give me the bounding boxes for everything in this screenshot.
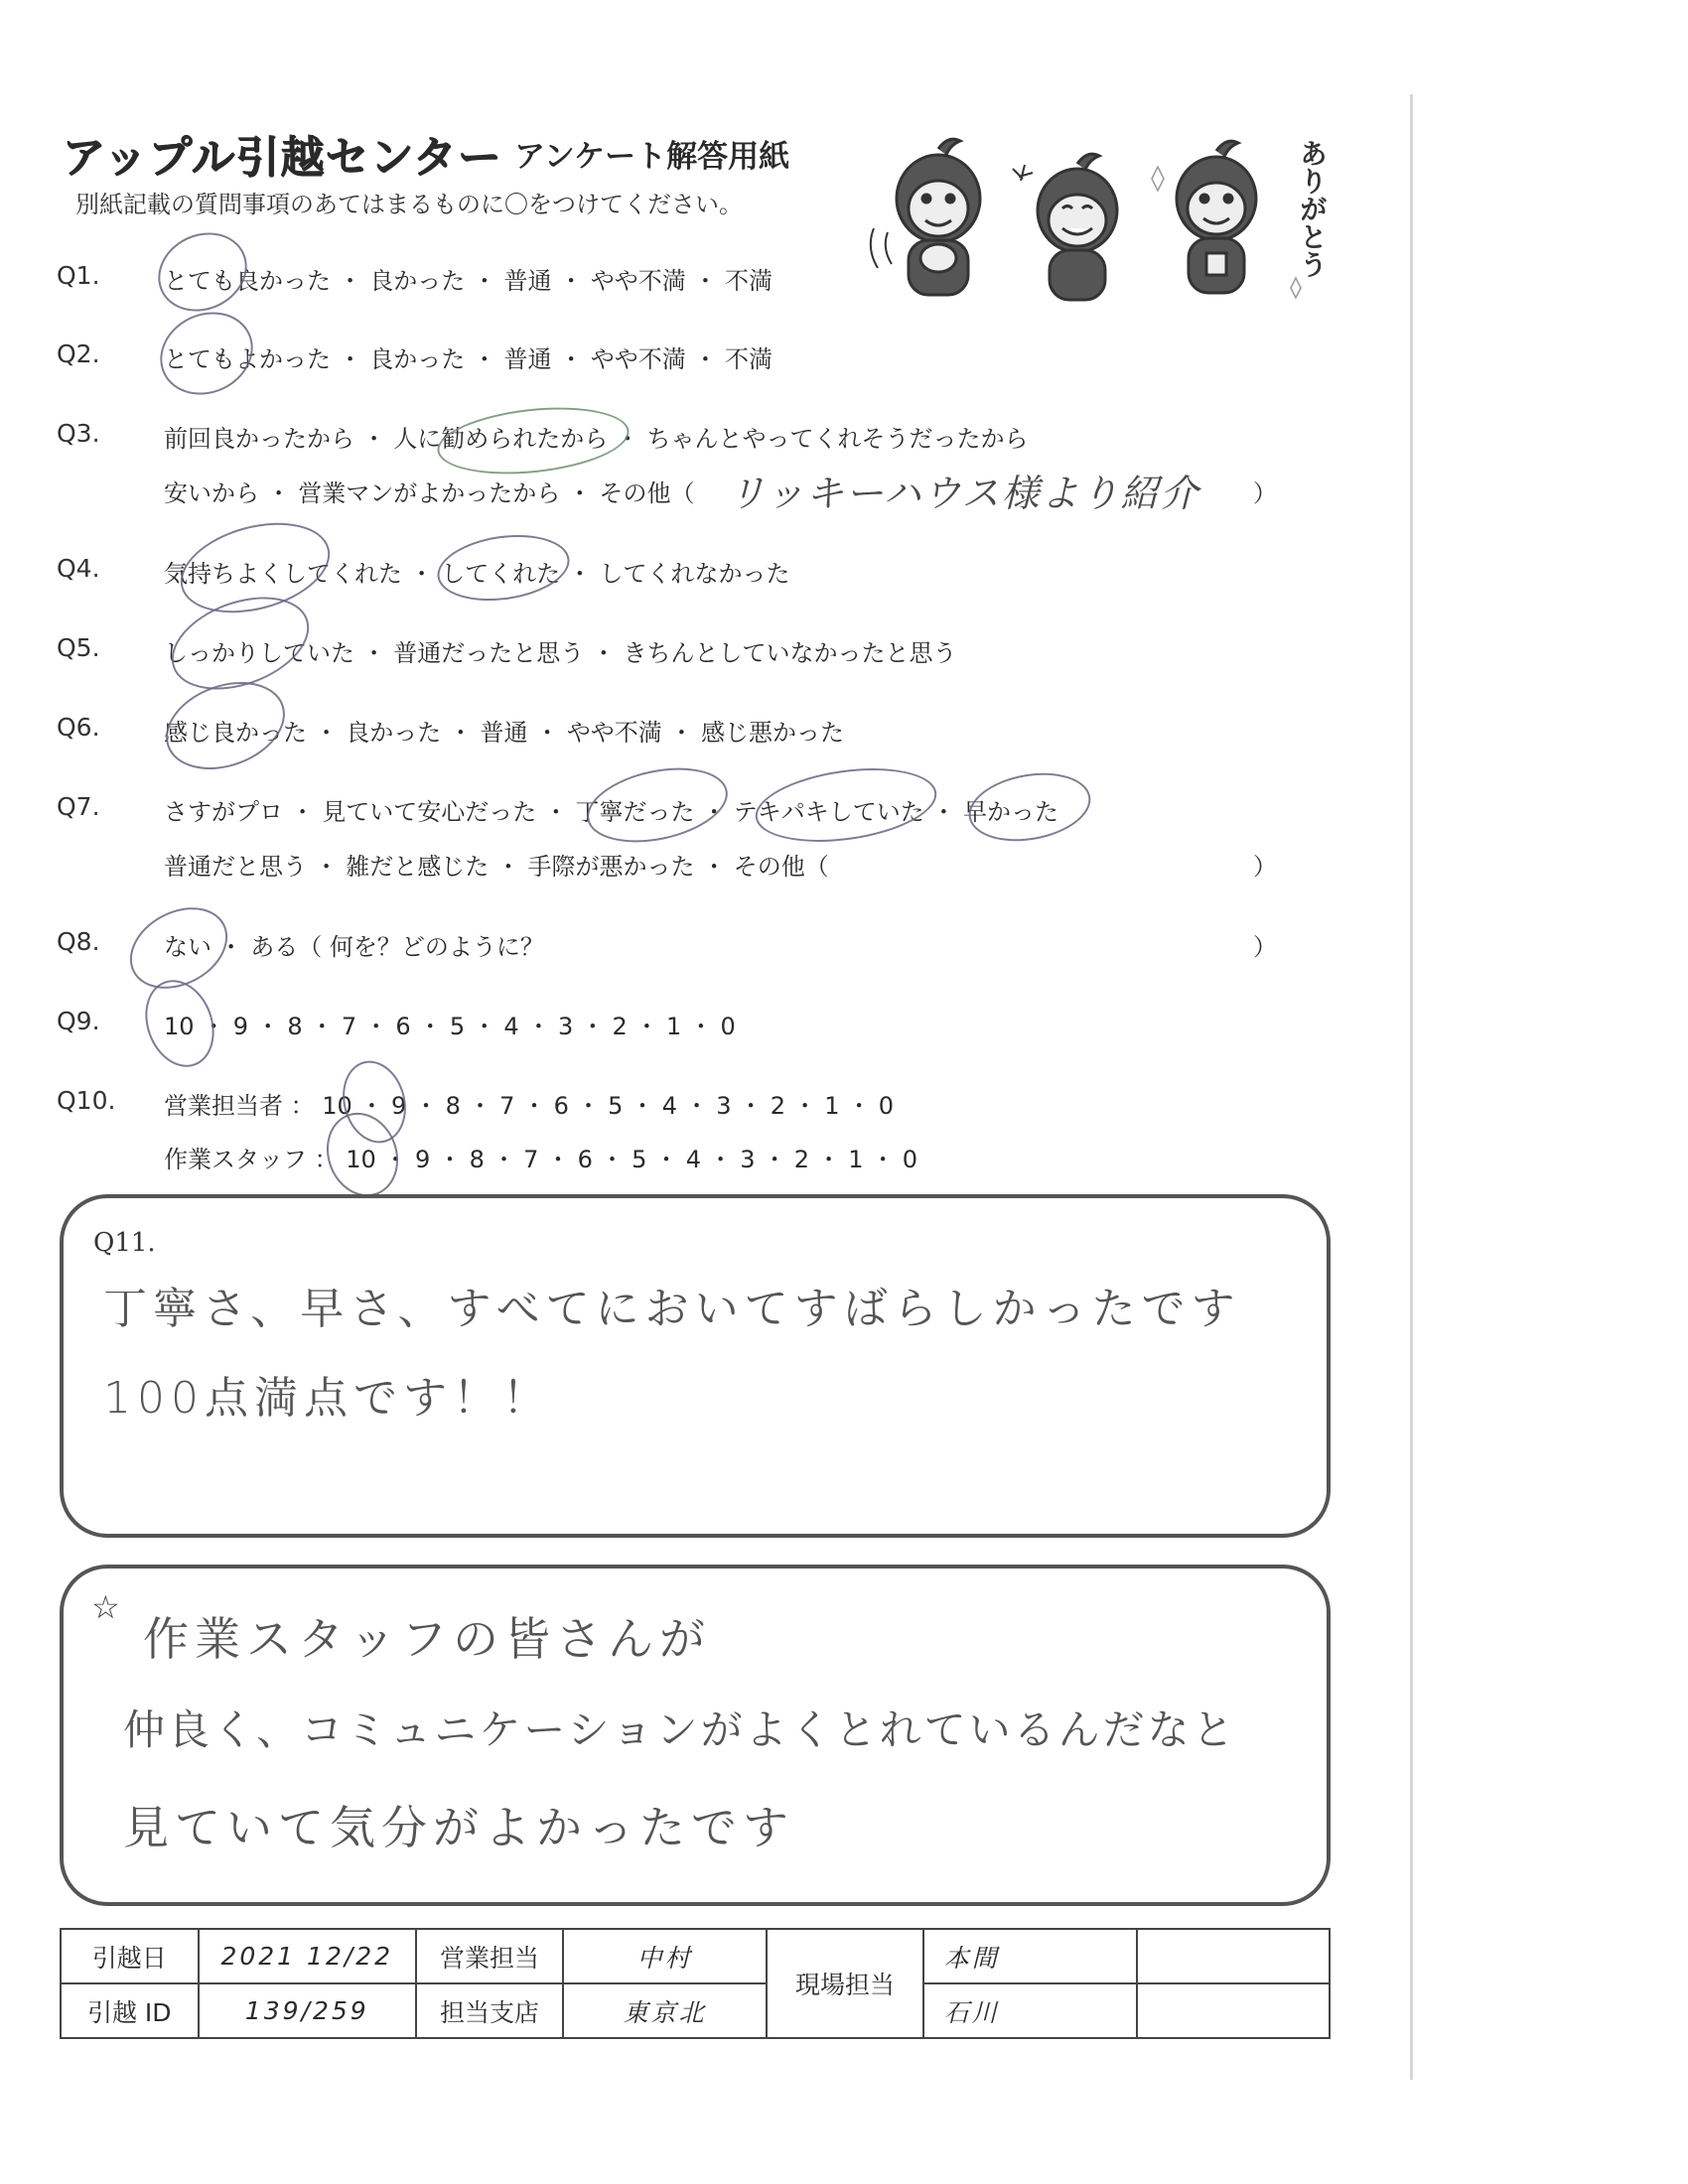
answer-mark (134, 970, 226, 1076)
q5-options: しっかりしていた ・ 普通だったと思う ・ きちんとしていなかったと思う (164, 639, 957, 667)
answer-mark (433, 527, 574, 609)
q3-options-line2: 安いから ・ 営業マンがよかったから ・ その他（ (164, 479, 695, 507)
q11-comment-line-1: 丁寧さ、早さ、すべてにおいてすばらしかったです (103, 1284, 1241, 1334)
instruction-text: 別紙記載の質問事項のあてはまるものに〇をつけてください。 (75, 191, 743, 218)
q2-number: Q2. (57, 340, 100, 368)
mascot-monkey-1 (897, 139, 980, 295)
move-id-label: 引越 ID (61, 1983, 199, 2038)
q3-handwritten-other: リッキーハウス様より紹介 (728, 472, 1200, 515)
q3-options: 前回良かったから ・ 人に勧められたから ・ ちゃんとやってくれそうだったから (164, 425, 1029, 453)
q8-close-paren: ） (1253, 933, 1277, 961)
sales-rep-label: 営業担当 (416, 1929, 563, 1983)
q3-number: Q3. (57, 419, 100, 448)
move-date-value: 2021 12/22 (199, 1929, 416, 1983)
q10-number: Q10. (57, 1086, 116, 1115)
star-comment-line-3: 見ていて気分がよかったです (123, 1801, 794, 1854)
q6-options: 感じ良かった ・ 良かった ・ 普通 ・ やや不満 ・ 感じ悪かった (164, 719, 845, 747)
mascot-caption: ありがとう (1296, 139, 1329, 278)
q1-number: Q1. (57, 261, 100, 290)
empty-cell (1137, 1983, 1330, 2038)
answer-mark (751, 758, 941, 853)
q9-number: Q9. (57, 1007, 100, 1035)
q7-number: Q7. (57, 792, 100, 821)
answer-mark (154, 666, 298, 784)
mascot-monkey-3 (1177, 141, 1256, 293)
answer-mark (145, 218, 259, 326)
footer-info-table (60, 1928, 1331, 2039)
q10-sales-scale: 営業担当者 ： 10 ・ 9 ・ 8 ・ 7 ・ 6 ・ 5 ・ 4 ・ 3 ・ 2 ・ 1 ・ 0 (164, 1092, 895, 1120)
branch-value: 東京北 (563, 1983, 767, 2038)
star-comment-box (60, 1565, 1331, 1906)
q7-close-paren: ） (1253, 853, 1277, 881)
q6-number: Q6. (57, 713, 100, 742)
q7-options-line2: 普通だと思う ・ 雑だと感じた ・ 手際が悪かった ・ その他（ (164, 853, 829, 881)
answer-mark (963, 764, 1096, 851)
q4-number: Q4. (57, 554, 100, 583)
mascot-monkey-2 (1038, 154, 1117, 300)
empty-cell (1137, 1929, 1330, 1983)
q5-number: Q5. (57, 633, 100, 662)
site-rep-value-2: 石川 (923, 1983, 1137, 2038)
move-id-value: 139/259 (199, 1983, 416, 2038)
answer-mark (580, 756, 734, 854)
q11-comment-line-2: 100点満点です！！ (103, 1373, 552, 1424)
form-title: アンケート解答用紙 (514, 139, 790, 175)
q11-label: Q11. (93, 1228, 156, 1258)
branch-label: 担当支店 (416, 1983, 563, 2038)
answer-mark (434, 399, 633, 482)
scan-edge-line (1410, 94, 1413, 2080)
answer-mark (147, 297, 267, 409)
q3-close-paren: ） (1253, 479, 1277, 507)
q8-options: ない ・ ある（ 何を？どのように？ (164, 933, 544, 961)
q9-scale: 10 ・ 9 ・ 8 ・ 7 ・ 6 ・ 5 ・ 4 ・ 3 ・ 2 ・ 1 ・ 0 (164, 1013, 736, 1040)
star-comment-line-1: 作業スタッフの皆さんが (143, 1612, 711, 1666)
mascot-illustration (854, 129, 1321, 308)
star-comment-line-2: 仲良く、コミュニケーションがよくとれているんだなと (123, 1706, 1237, 1754)
site-rep-value-1: 本間 (923, 1929, 1137, 1983)
star-icon: ☆ (91, 1588, 120, 1626)
q10-staff-scale: 作業スタッフ ： 10 ・ 9 ・ 8 ・ 7 ・ 6 ・ 5 ・ 4 ・ 3 ・ 2 ・ 1 ・ 0 (164, 1146, 918, 1173)
site-rep-label: 現場担当 (767, 1929, 923, 2038)
sales-rep-value: 中村 (563, 1929, 767, 1983)
company-title: アップル引越センター (62, 132, 502, 183)
q11-comment-box (60, 1194, 1331, 1538)
q1-options: とても良かった ・ 良かった ・ 普通 ・ やや不満 ・ 不満 (164, 267, 774, 295)
q4-options: 気持ちよくしてくれた ・ してくれた ・ してくれなかった (164, 560, 790, 588)
q7-options: さすがプロ ・ 見ていて安心だった ・ 丁寧だった ・ テキパキしていた ・ 早かった (164, 798, 1059, 826)
q2-options: とてもよかった ・ 良かった ・ 普通 ・ やや不満 ・ 不満 (164, 345, 774, 373)
move-date-label: 引越日 (61, 1929, 199, 1983)
q8-number: Q8. (57, 927, 100, 956)
